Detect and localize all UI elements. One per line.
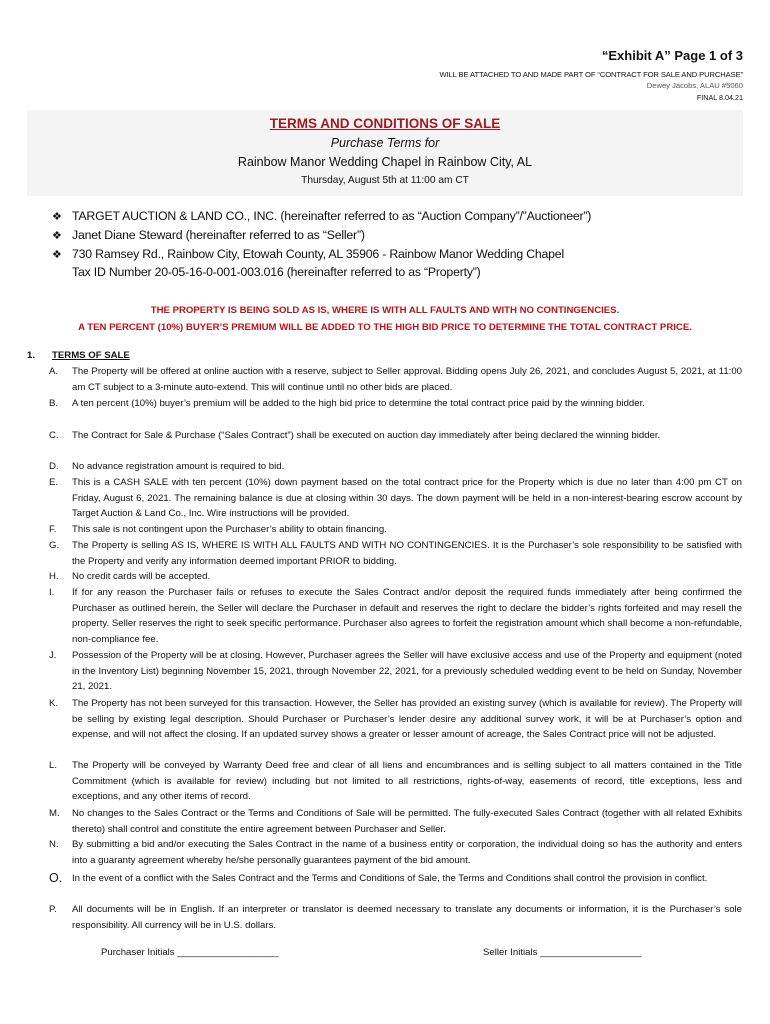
item-letter: F. [49,524,57,535]
item-letter: H. [49,571,59,582]
item-text: The Contract for Sale & Purchase (“Sales Contract”) shall be executed on auction day immediately after being declared the winning bidder. [72,430,661,441]
party-property [52,247,564,261]
party-text: 730 Ramsey Rd., Rainbow City, Etowah County, AL 35906 - Rainbow Manor Wedding Chapel [72,247,564,261]
party-seller [52,228,365,242]
auction-date: Thursday, August 5th at 11:00 am CT [301,175,469,186]
diamond-bullet-icon: ❖ [52,230,62,242]
attachment-note: WILL BE ATTACHED TO AND MADE PART OF “CONTRACT FOR SALE AND PURCHASE” [439,70,743,79]
item-letter: J. [49,650,57,661]
item-letter: N. [49,839,59,850]
as-is-notice: THE PROPERTY IS BEING SOLD AS IS, WHERE IS WITH ALL FAULTS AND WITH NO CONTINGENCIES. [150,305,620,316]
property-tax-id: Tax ID Number 20-05-16-0-001-003.016 (hereinafter referred to as “Property”) [72,265,481,279]
item-letter: D. [49,461,59,472]
item-text: No changes to the Sales Contract or the Terms and Conditions of Sale will be permitted. The fully-executed Sales Contract (together with all related Exhibits thereto) shall control and constitute the entire agreement between Purchaser and Seller. [72,808,742,835]
item-letter: P. [49,904,57,915]
party-text: TARGET AUCTION & LAND CO., INC. (hereinafter referred to as “Auction Company”/”Auctioneer”) [72,209,592,223]
item-letter: G. [49,540,60,551]
item-text: All documents will be in English. If an interpreter or translator is deemed necessary to translate any documents or information, it is the Purchaser’s sole responsibility. All currency will be in U.S. dollars. [72,904,742,931]
version-label: FINAL 8.04.21 [696,93,743,102]
purchaser-initials-line: Purchaser Initials ___________________ [101,947,279,958]
document-title: TERMS AND CONDITIONS OF SALE [269,116,501,131]
item-text: The Property has not been surveyed for this transaction. However, the Seller has provided an existing survey (which is available for review). The Property will be selling by existing legal description. Should Purchaser or Purchaser’s lender desire any additional survey work, it will be at Purchaser’s option and expense, and will not affect the closing. If an updated survey shows a greater or lesser amount of acreage, the Sales Contract price will not be adjusted. [72,698,742,741]
section-title: TERMS OF SALE [52,350,130,361]
item-letter: B. [49,398,59,409]
item-text: This is a CASH SALE with ten percent (10%) down payment based on the total contract price for the Property which is due no later than 4:00 pm CT on Friday, August 6, 2021. The remaining balance is due at closing within 30 days. The down payment will be held in a non-interest-bearing escrow account by Target Auction & Land Co., Inc. Wire instructions will be provided. [72,477,742,520]
section-number: 1. [27,350,36,361]
item-letter: K. [49,698,59,709]
party-auction-company [52,209,591,223]
diamond-bullet-icon: ❖ [52,249,62,261]
document-subtitle: Purchase Terms for [330,136,440,150]
item-text: The Property is selling AS IS, WHERE IS WITH ALL FAULTS AND WITH NO CONTINGENCIES. It is the Purchaser’s sole responsibility to be satisfied with the Property and verify any information deemed important PRIOR to bidding. [72,540,742,567]
item-text: The Property will be conveyed by Warranty Deed free and clear of all liens and encumbrances and is selling subject to all matters contained in the Title Commitment (which is available for review) including but not limited to all restrictions, rights-of-way, easements of record, title exceptions, less and exceptions, and any other items of record. [72,760,742,803]
item-text: No credit cards will be accepted. [72,571,211,582]
item-text: If for any reason the Purchaser fails or refuses to execute the Sales Contract and/or deposit the required funds immediately after being confirmed the Purchaser as outlined herein, the Seller will declare the Purchaser in default and reserves the right to declare the bidder’s rights forfeited and may resell the property. Seller reserves the right to seek specific performance. Purchaser also agrees to forfeit the registration amount which shall become a non-refundable, non-compliance fee. [72,587,742,646]
party-text: Janet Diane Steward (hereinafter referred to as “Seller”) [72,228,365,242]
item-letter: E. [49,477,59,488]
buyers-premium-notice: A TEN PERCENT (10%) BUYER’S PREMIUM WILL BE ADDED TO THE HIGH BID PRICE TO DETERMINE THE TOTAL CONTRACT PRICE. [78,322,692,333]
item-text: No advance registration amount is required to bid. [72,461,285,472]
item-text: The Property will be offered at online auction with a reserve, subject to Seller approval. Bidding opens July 26, 2021, and concludes August 5, 2021, at 11:00 am CT subject to a 3-minute auto-extend. This will continue until no other bids are placed. [72,366,742,393]
item-text: Possession of the Property will be at closing. However, Purchaser agrees the Seller will have exclusive access and use of the Property and equipment (noted in the Inventory List) beginning November 15, 2021, through November 22, 2021, for a previously scheduled wedding event to be held on Sunday, November 21, 2021. [72,650,742,693]
diamond-bullet-icon: ❖ [52,211,62,223]
item-text: In the event of a conflict with the Sales Contract and the Terms and Conditions of Sale, the Terms and Conditions shall control the provision in conflict. [72,873,708,884]
item-letter: O. [49,871,63,885]
auctioneer-credit: Dewey Jacobs, ALAU #5060 [646,81,743,90]
item-letter: A. [49,366,59,377]
venue-name: Rainbow Manor Wedding Chapel in Rainbow City, AL [237,155,533,169]
item-text: This sale is not contingent upon the Purchaser’s ability to obtain financing. [72,524,387,535]
seller-initials-line: Seller Initials ___________________ [483,947,642,958]
item-letter: I. [49,587,55,598]
item-text: By submitting a bid and/or executing the Sales Contract in the name of a business entity or corporation, the individual doing so has the authority and enters into a guaranty agreement whereby he/she personally guarantees payment of the bid amount. [72,839,742,866]
item-text: A ten percent (10%) buyer’s premium will be added to the high bid price to determine the total contract price paid by the winning bidder. [72,398,645,409]
item-letter: C. [49,430,59,441]
exhibit-title: “Exhibit A” Page 1 of 3 [601,48,743,63]
item-letter: L. [49,760,58,771]
item-letter: M. [49,808,60,819]
